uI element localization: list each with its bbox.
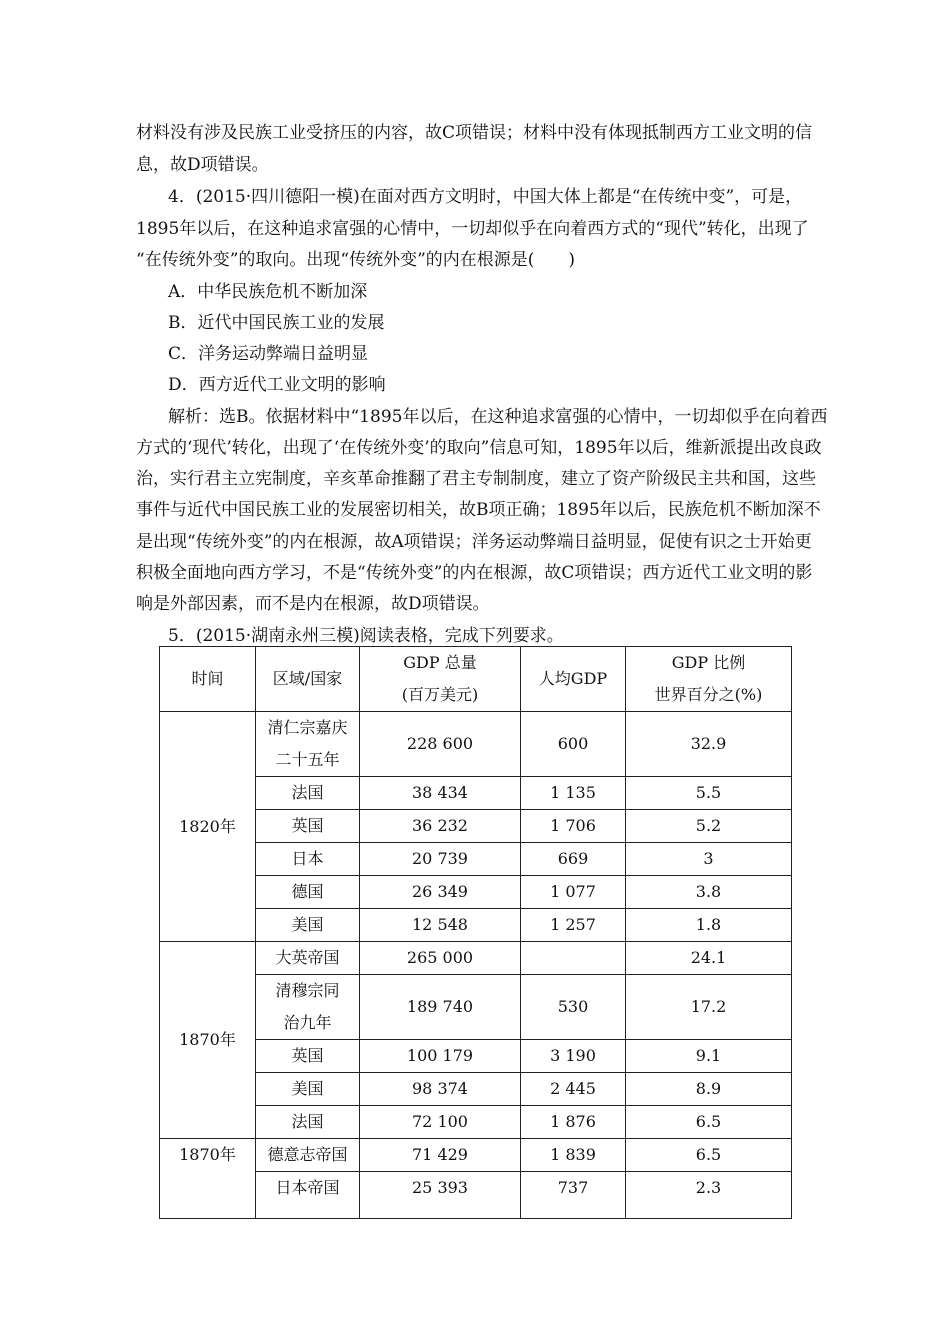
- region-cell: 德意志帝国: [256, 1139, 360, 1172]
- region-line: 治九年: [283, 1013, 332, 1032]
- gdp-table: [159, 646, 792, 1219]
- option-d: D．西方近代工业文明的影响: [168, 375, 386, 395]
- percap-cell: [521, 942, 626, 975]
- share-cell: 9.1: [626, 1040, 792, 1073]
- share-cell: 8.9: [626, 1073, 792, 1106]
- text-line: 响是外部因素，而不是内在根源，故D项错误。: [136, 594, 490, 614]
- region-cell: 德国: [256, 876, 360, 909]
- gdp-cell: 98 374: [360, 1073, 521, 1106]
- option-a: A．中华民族危机不断加深: [168, 282, 368, 302]
- gdp-cell: 71 429: [360, 1139, 521, 1172]
- gdp-cell: 38 434: [360, 777, 521, 810]
- analysis-line: 解析：选B。依据材料中“1895年以后，在这种追求富强的心情中，一切却似乎在向着西: [168, 407, 828, 427]
- time-cell: 1870年: [160, 1139, 256, 1219]
- percap-cell: 1 706: [521, 810, 626, 843]
- percap-cell: 1 135: [521, 777, 626, 810]
- share-cell: 1.8: [626, 909, 792, 942]
- text-line: 积极全面地向西方学习，不是“传统外变”的内在根源，故C项错误；西方近代工业文明的影: [136, 563, 813, 583]
- share-cell: 6.5: [626, 1139, 792, 1172]
- percap-cell: 1 077: [521, 876, 626, 909]
- gdp-cell: 189 740: [360, 975, 521, 1040]
- header-gdp-line1: GDP 总量: [403, 653, 477, 672]
- percap-cell: 669: [521, 843, 626, 876]
- gdp-cell: 20 739: [360, 843, 521, 876]
- gdp-cell: 72 100: [360, 1106, 521, 1139]
- region-cell: 大英帝国: [256, 942, 360, 975]
- gdp-cell: 25 393: [360, 1172, 521, 1219]
- header-gdp-line2: (百万美元): [401, 685, 479, 704]
- question-5-stem: 5．(2015·湖南永州三模)阅读表格，完成下列要求。: [168, 626, 564, 646]
- region-cell: 美国: [256, 1073, 360, 1106]
- region-cell: 英国: [256, 810, 360, 843]
- percap-cell: 530: [521, 975, 626, 1040]
- header-share-line1: GDP 比例: [671, 653, 746, 672]
- text-line: 事件与近代中国民族工业的发展密切相关，故B项正确；1895年以后，民族危机不断加深不: [136, 500, 821, 520]
- region-cell: 英国: [256, 1040, 360, 1073]
- share-cell: 5.2: [626, 810, 792, 843]
- percap-cell: 1 257: [521, 909, 626, 942]
- text-line: 治，实行君主立宪制度，辛亥革命推翻了君主专制制度，建立了资产阶级民主共和国，这些: [136, 469, 816, 489]
- region-cell: 美国: [256, 909, 360, 942]
- share-cell: 3.8: [626, 876, 792, 909]
- text-line: “在传统外变”的取向。出现“传统外变”的内在根源是( ): [136, 250, 576, 270]
- share-cell: 6.5: [626, 1106, 792, 1139]
- percap-cell: 600: [521, 712, 626, 777]
- share-cell: 17.2: [626, 975, 792, 1040]
- share-cell: 2.3: [626, 1172, 792, 1219]
- share-cell: 24.1: [626, 942, 792, 975]
- gdp-cell: 100 179: [360, 1040, 521, 1073]
- text-line: 方式的‘现代’转化，出现了‘在传统外变’的取向”信息可知，1895年以后，维新派提出改良政: [136, 438, 822, 458]
- percap-cell: 737: [521, 1172, 626, 1219]
- region-cell: [256, 712, 360, 777]
- region-line: 二十五年: [275, 750, 340, 769]
- header-region: 区域/国家: [256, 647, 360, 712]
- percap-cell: 1 876: [521, 1106, 626, 1139]
- share-cell: 5.5: [626, 777, 792, 810]
- time-cell: 1820年: [160, 712, 256, 942]
- region-cell: 日本帝国: [256, 1172, 360, 1219]
- header-per-capita: 人均GDP: [521, 647, 626, 712]
- table-header-row: [160, 647, 792, 712]
- header-share-line2: 世界百分之(%): [654, 685, 763, 704]
- option-b: B．近代中国民族工业的发展: [168, 313, 385, 333]
- question-4-stem: 4．(2015·四川德阳一模)在面对西方文明时，中国大体上都是“在传统中变”，可是，: [168, 187, 803, 207]
- percap-cell: 3 190: [521, 1040, 626, 1073]
- gdp-cell: 36 232: [360, 810, 521, 843]
- text-line: 息，故D项错误。: [136, 155, 269, 175]
- region-line: 清穆宗同: [275, 981, 340, 1000]
- option-c: C．洋务运动弊端日益明显: [168, 344, 369, 364]
- percap-cell: 1 839: [521, 1139, 626, 1172]
- gdp-cell: 228 600: [360, 712, 521, 777]
- percap-cell: 2 445: [521, 1073, 626, 1106]
- region-cell: 法国: [256, 1106, 360, 1139]
- table-row: [160, 1139, 792, 1172]
- text-line: 1895年以后，在这种追求富强的心情中，一切却似乎在向着西方式的“现代”转化，出现了: [136, 219, 809, 239]
- header-share: [626, 647, 792, 712]
- share-cell: 3: [626, 843, 792, 876]
- text-line: 材料没有涉及民族工业受挤压的内容，故C项错误；材料中没有体现抵制西方工业文明的信: [136, 123, 813, 143]
- gdp-cell: 12 548: [360, 909, 521, 942]
- share-cell: 32.9: [626, 712, 792, 777]
- region-cell: [256, 975, 360, 1040]
- text-line: 是出现“传统外变”的内在根源，故A项错误；洋务运动弊端日益明显，促使有识之士开始更: [136, 532, 812, 552]
- time-cell: 1870年: [160, 942, 256, 1139]
- region-cell: 日本: [256, 843, 360, 876]
- header-gdp: [360, 647, 521, 712]
- table-row: [160, 942, 792, 975]
- header-time: 时间: [160, 647, 256, 712]
- gdp-cell: 26 349: [360, 876, 521, 909]
- table-row: [160, 712, 792, 777]
- region-cell: 法国: [256, 777, 360, 810]
- region-line: 清仁宗嘉庆: [267, 718, 348, 737]
- gdp-cell: 265 000: [360, 942, 521, 975]
